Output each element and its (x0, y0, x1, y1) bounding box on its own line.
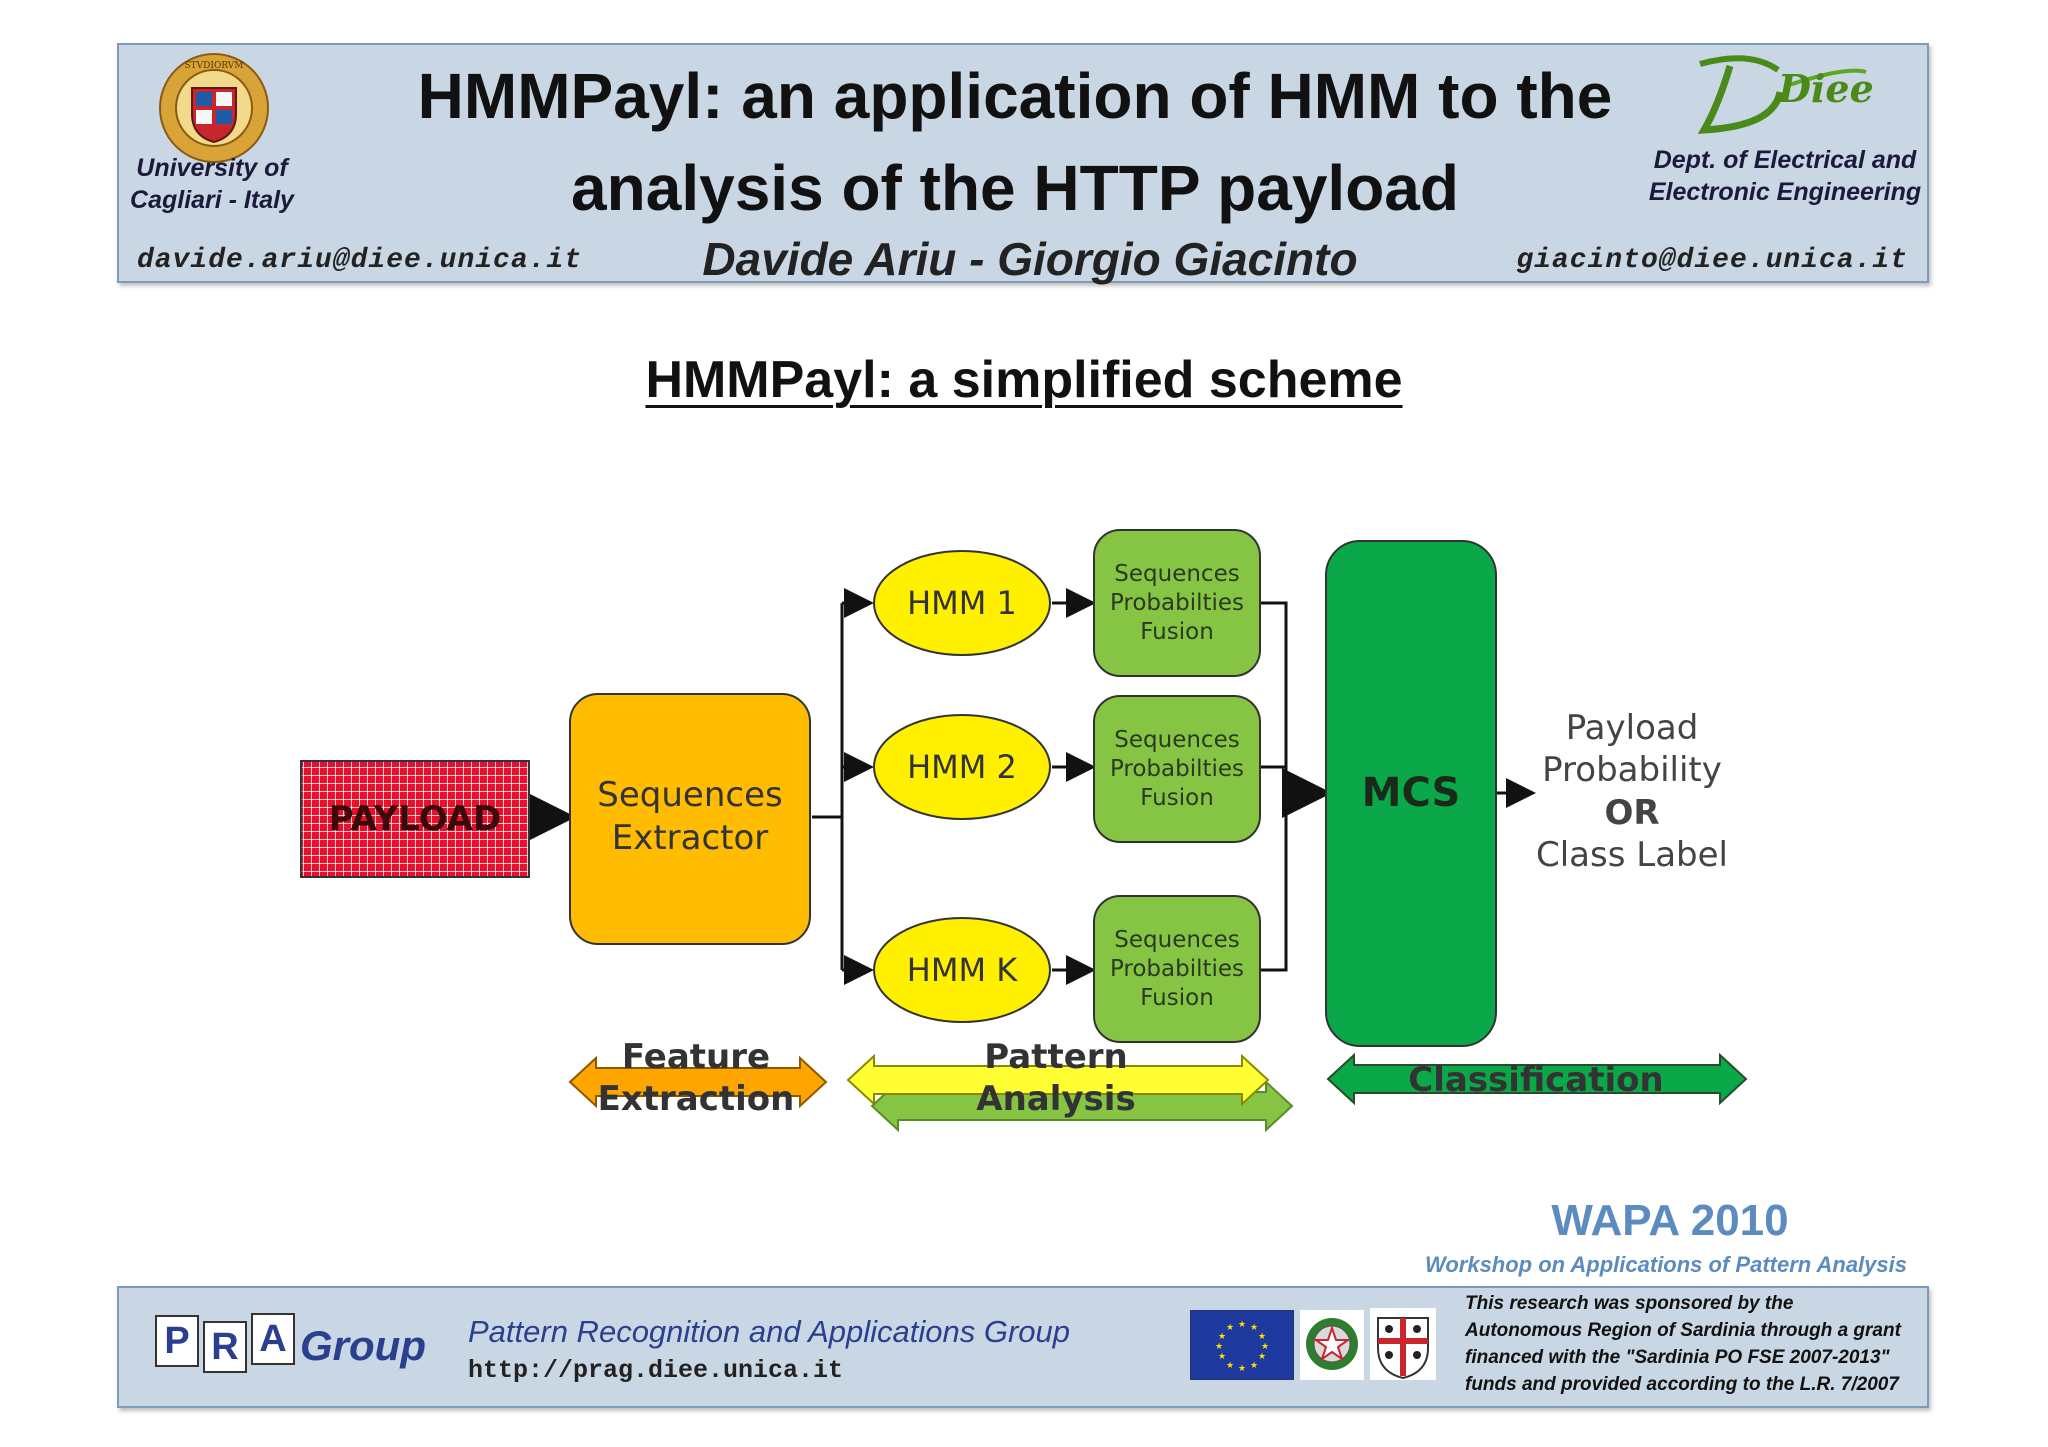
right-institution-line2: Electronic Engineering (1648, 178, 1922, 206)
prag-logo-r: R (203, 1321, 247, 1373)
extractor-label-line1: Sequences (597, 775, 783, 815)
email-right[interactable]: giacinto@diee.unica.it (1516, 245, 1908, 276)
fusion2-line3: Fusion (1140, 785, 1214, 811)
left-institution-line1: University of (136, 154, 288, 182)
svg-text:★: ★ (1217, 1352, 1227, 1362)
fusionk-line1: Sequences (1114, 927, 1240, 953)
group-url[interactable]: http://prag.diee.unica.it (468, 1356, 844, 1385)
output-line3: OR (1604, 793, 1660, 833)
wapa-title: WAPA 2010 (1551, 1196, 1789, 1245)
svg-text:★: ★ (1260, 1342, 1270, 1352)
svg-text:★: ★ (1225, 1323, 1235, 1333)
fusion-box-2 (1094, 696, 1260, 842)
left-institution-line2: Cagliari - Italy (130, 186, 294, 214)
prag-logo-a: A (251, 1313, 295, 1365)
svg-text:★: ★ (1237, 1364, 1247, 1374)
output-line2: Probability (1542, 750, 1722, 790)
fusion1-line1: Sequences (1114, 561, 1240, 587)
hmm1-label: HMM 1 (907, 584, 1017, 622)
sponsor-line1: This research was sponsored by the (1465, 1293, 1794, 1314)
email-left[interactable]: davide.ariu@diee.unica.it (137, 245, 583, 276)
svg-text:★: ★ (1237, 1320, 1247, 1330)
output-line4: Class Label (1536, 835, 1728, 875)
svg-text:★: ★ (1257, 1332, 1267, 1342)
stage1-line2: Extraction (597, 1079, 795, 1119)
fusion2-line2: Probabilties (1109, 756, 1245, 782)
payload-label: PAYLOAD (328, 799, 502, 839)
fusion-box-k (1094, 896, 1260, 1042)
italy-emblem-icon (1300, 1310, 1364, 1380)
seal-text: STVDIORVM (184, 61, 244, 71)
extractor-label-line2: Extractor (611, 818, 769, 858)
wapa-subtitle: Workshop on Applications of Pattern Analysis (1424, 1252, 1907, 1277)
fusionk-line3: Fusion (1140, 985, 1214, 1011)
stage2-line1: Pattern (984, 1037, 1128, 1077)
svg-text:★: ★ (1257, 1352, 1267, 1362)
section-heading: HMMPayl: a simplified scheme (645, 351, 1403, 409)
stage2-line2: Analysis (976, 1079, 1136, 1119)
fusionk-line2: Probabilties (1109, 956, 1245, 982)
eu-flag-icon (1190, 1310, 1294, 1380)
svg-text:★: ★ (1217, 1332, 1227, 1342)
svg-text:★: ★ (1249, 1323, 1259, 1333)
right-institution-line1: Dept. of Electrical and (1653, 146, 1917, 174)
fusion-collector (1260, 603, 1286, 970)
fusion1-line3: Fusion (1140, 619, 1214, 645)
group-name: Pattern Recognition and Applications Group (468, 1314, 1071, 1349)
sardinia-emblem-icon (1370, 1308, 1436, 1380)
output-line1: Payload (1565, 708, 1699, 748)
authors: Davide Ariu - Giorgio Giacinto (702, 233, 1358, 285)
svg-text:★: ★ (1225, 1361, 1235, 1371)
diee-logo-text: Diee (1778, 66, 1874, 111)
prag-logo (153, 1311, 301, 1373)
svg-text:★: ★ (1249, 1361, 1259, 1371)
title-line1: HMMPayl: an application of HMM to the (417, 60, 1613, 132)
fusion-box-1 (1094, 530, 1260, 676)
prag-logo-p: P (155, 1315, 199, 1367)
hmm2-label: HMM 2 (907, 748, 1017, 786)
hmmk-label: HMM K (906, 951, 1018, 989)
fusion2-line1: Sequences (1114, 727, 1240, 753)
sponsor-line2: Autonomous Region of Sardinia through a grant (1465, 1320, 1901, 1341)
svg-text:★: ★ (1214, 1342, 1224, 1352)
sponsor-line4: funds and provided according to the L.R. 7/2007 (1465, 1374, 1899, 1395)
stage3-label: Classification (1408, 1060, 1664, 1100)
title-line2: analysis of the HTTP payload (571, 152, 1459, 224)
group-word: Group (300, 1322, 426, 1369)
mcs-label: MCS (1361, 770, 1461, 816)
sponsor-line3: financed with the "Sardinia PO FSE 2007-2013" (1465, 1347, 1890, 1368)
stage1-line1: Feature (621, 1037, 771, 1077)
sponsor-text (1465, 1290, 1925, 1398)
fusion1-line2: Probabilties (1109, 590, 1245, 616)
